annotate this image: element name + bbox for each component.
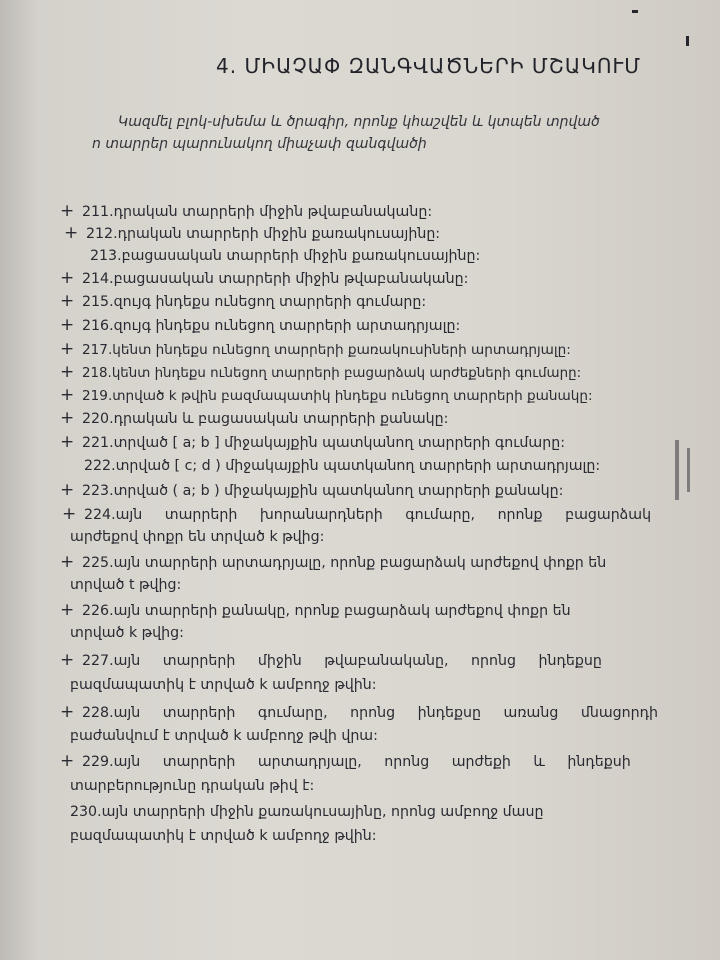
item-text: 214.բացասական տարրերի միջին թվաբանականը: (82, 271, 469, 287)
list-item (60, 386, 670, 405)
list-item (60, 292, 670, 311)
item-text: 211.դրական տարրերի միջին թվաբանականը: (82, 204, 433, 220)
check-mark: + (60, 481, 75, 500)
item-continuation: բաժանվում է տրված k ամբողջ թվի վրա: (70, 728, 378, 744)
list-item (60, 340, 670, 359)
item-text: 212.դրական տարրերի միջին քառակուսայինը: (86, 226, 441, 242)
list-item (60, 202, 670, 221)
item-text: 220.դրական և բացասական տարրերի քանակը: (82, 411, 449, 427)
list-item (60, 703, 670, 722)
margin-bar (687, 448, 690, 492)
list-item (60, 553, 670, 572)
page-title: 4. ՄԻԱՉԱՓ ԶԱՆԳՎԱԾՆԵՐԻ ՄՇԱԿՈՒՄ (216, 54, 642, 78)
item-text: 225.այն տարրերի արտադրյալը, որոնք բացարձակ արժեքով փոքր են (82, 555, 607, 571)
item-text: 229.այն տարրերի արտադրյալը, որոնց արժեքի և ինդեքսի (82, 754, 631, 770)
item-text: 221.տրված [ a; b ] միջակայքին պատկանող տարրերի գումարը: (82, 435, 565, 451)
item-text: 216.զույգ ինդեքս ունեցող տարրերի արտադրյալը: (82, 318, 461, 334)
margin-bar (675, 440, 679, 500)
item-text: 213.բացասական տարրերի միջին քառակուսայինը: (90, 248, 481, 264)
item-continuation: տարբերությունը դրական թիվ է: (70, 778, 315, 794)
list-item (62, 457, 672, 475)
check-mark: + (60, 433, 75, 452)
check-mark: + (60, 386, 75, 405)
item-text: 219.տրված k թվին բազմապատիկ ինդեքս ունեցող տարրերի քանակը: (82, 388, 593, 404)
check-mark: + (60, 409, 75, 428)
scan-artifact (686, 36, 689, 46)
item-continuation: տրված k թվից: (70, 625, 184, 641)
item-text: 222.տրված [ c; d ) միջակայքին պատկանող տարրերի արտադրյալը: (84, 458, 601, 474)
check-mark: + (60, 340, 75, 359)
check-mark: + (60, 292, 75, 311)
list-item (60, 433, 670, 452)
item-text: 218.կենտ ինդեքս ունեցող տարրերի բացարձակ արժեքների գումարը: (82, 366, 582, 381)
check-mark: + (60, 316, 75, 335)
check-mark: + (60, 202, 75, 221)
list-item (68, 247, 678, 265)
list-item (48, 803, 658, 821)
check-mark: + (60, 601, 75, 620)
list-item (60, 363, 670, 383)
check-mark: + (60, 752, 75, 771)
item-continuation: բազմապատիկ է տրված k ամբողջ թվին: (70, 828, 377, 844)
list-item (60, 316, 670, 335)
item-continuation: բազմապատիկ է տրված k ամբողջ թվին: (70, 677, 377, 693)
check-mark: + (62, 505, 77, 524)
item-text: 215.զույգ ինդեքս ունեցող տարրերի գումարը: (82, 294, 427, 310)
list-item (60, 269, 670, 288)
intro-line-1: Կազմել բլոկ-սխեմա և ծրագիր, որոնք կհաշվեն և կտպեն տրված (118, 114, 600, 130)
item-text: 224.այն տարրերի խորանարդների գումարը, որոնք բացարձակ (84, 507, 652, 523)
item-continuation: տրված t թվից: (70, 577, 182, 593)
list-item (60, 601, 670, 620)
check-mark: + (60, 269, 75, 288)
list-item (60, 481, 670, 500)
item-text: 217.կենտ ինդեքս ունեցող տարրերի քառակուսիների արտադրյալը: (82, 342, 571, 358)
item-text: 228.այն տարրերի գումարը, որոնց ինդեքսը առանց մնացորդի (82, 705, 659, 721)
intro-line-2: n տարրեր պարունակող միաչափ զանգվածի (92, 136, 427, 152)
list-item (64, 224, 674, 243)
check-mark: + (60, 703, 75, 722)
check-mark: + (60, 651, 75, 670)
item-text: 226.այն տարրերի քանակը, որոնք բացարձակ արժեքով փոքր են (82, 603, 571, 619)
item-text: 227.այն տարրերի միջին թվաբանականը, որոնց ինդեքսը (82, 653, 602, 669)
item-continuation: արժեքով փոքր են տրված k թվից: (70, 529, 325, 545)
list-item (60, 409, 670, 428)
list-item (60, 752, 670, 771)
item-text: 230.այն տարրերի միջին քառակուսայինը, որոնց ամբողջ մասը (70, 804, 544, 820)
check-mark: + (64, 224, 79, 243)
list-item (62, 505, 672, 524)
scan-artifact (632, 10, 638, 13)
list-item (60, 651, 670, 670)
check-mark: + (60, 553, 75, 572)
check-mark: + (60, 363, 75, 382)
item-text: 223.տրված ( a; b ) միջակայքին պատկանող տարրերի քանակը: (82, 483, 564, 499)
